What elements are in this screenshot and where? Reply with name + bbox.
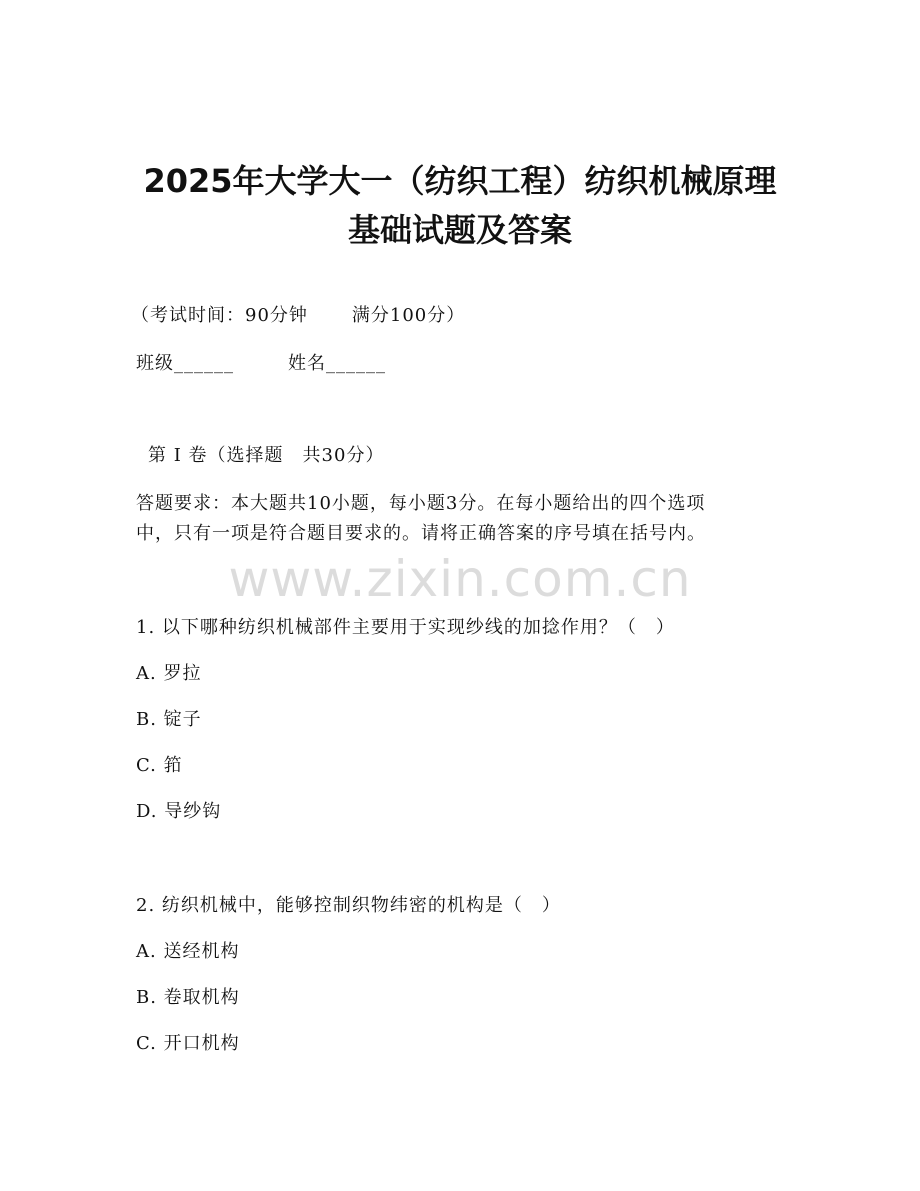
question-stem: 2. 纺织机械中，能够控制织物纬密的机构是（ ） <box>136 895 561 916</box>
section-instruction-line2: 中，只有一项是符合题目要求的。请将正确答案的序号填在括号内。 <box>136 523 706 544</box>
name-field: 姓名______ <box>288 353 386 374</box>
watermark: www.zixin.com.cn <box>228 550 692 608</box>
section-heading: 第 I 卷（选择题 共30分） <box>148 445 385 466</box>
question-option: C. 筘 <box>136 755 183 776</box>
document-title-line1: 2025年大学大一（纺织工程）纺织机械原理 <box>143 162 777 200</box>
question-option: B. 卷取机构 <box>136 987 240 1008</box>
document-title-line2: 基础试题及答案 <box>347 211 572 249</box>
student-fields <box>136 349 386 375</box>
question-option: A. 送经机构 <box>136 941 240 962</box>
exam-time: （考试时间：90分钟 <box>131 305 308 326</box>
question-option: C. 开口机构 <box>136 1033 240 1054</box>
question-option: D. 导纱钩 <box>136 801 222 822</box>
question-option: A. 罗拉 <box>136 663 202 684</box>
exam-full-score: 满分100分） <box>351 305 466 326</box>
section-instruction-line1: 答题要求：本大题共10小题，每小题3分。在每小题给出的四个选项 <box>136 493 706 514</box>
question-option: B. 锭子 <box>136 709 202 730</box>
exam-info <box>131 301 465 327</box>
question-stem: 1. 以下哪种纺织机械部件主要用于实现纱线的加捻作用？（ ） <box>136 617 675 638</box>
class-field: 班级______ <box>136 353 234 374</box>
